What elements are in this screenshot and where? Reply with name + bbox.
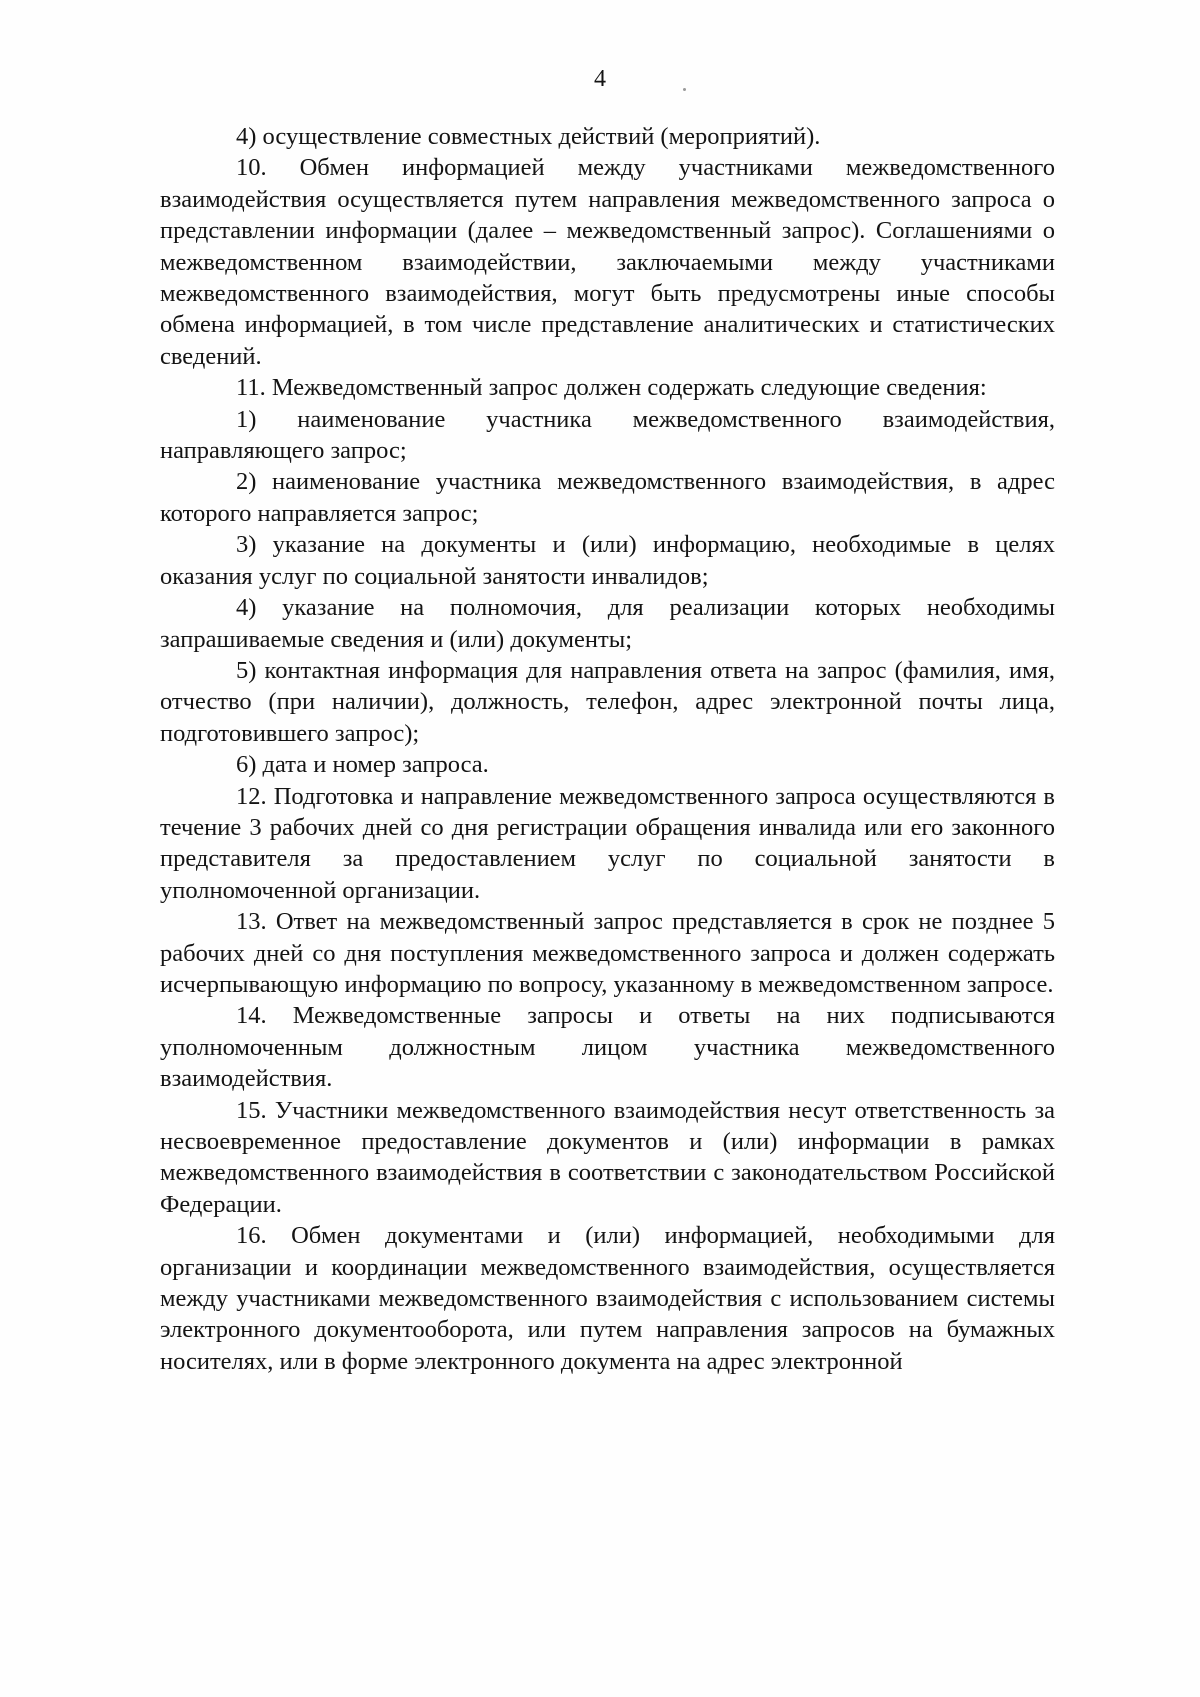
- paragraph-15-responsibility: 15. Участники межведомственного взаимодействия несут ответственность за несвоевременное предоставление документов и (или) информации в рамках межведомственного взаимодействия в соответствии с законодательством Российской Федерации.: [160, 1096, 1055, 1218]
- document-body: [160, 121, 1055, 1377]
- list-item-6-date-and-number: 6) дата и номер запроса.: [236, 751, 489, 779]
- paragraph-14-signing: 14. Межведомственные запросы и ответы на них подписываются уполномоченным должностным лицом участника межведомственного взаимодействия.: [160, 1002, 1055, 1093]
- list-item-2-recipient-name: 2) наименование участника межведомственного взаимодействия, в адрес которого направляется запрос;: [160, 468, 1055, 527]
- paragraph-16-document-exchange: 16. Обмен документами и (или) информацией, необходимыми для организации и координации межведомственного взаимодействия, осуществляется между участниками межведомственного взаимодействия с использованием системы электронного документооборота, или путем направления запросов на бумажных носителях, или в форме электронного документа на адрес электронной: [160, 1222, 1055, 1375]
- list-item-3-documents-indication: 3) указание на документы и (или) информацию, необходимые в целях оказания услуг по социальной занятости инвалидов;: [160, 531, 1055, 590]
- paragraph-item-4-joint-actions: 4) осуществление совместных действий (мероприятий).: [236, 123, 821, 150]
- paragraph-13-response-deadline: 13. Ответ на межведомственный запрос представляется в срок не позднее 5 рабочих дней со дня поступления межведомственного запроса и должен содержать исчерпывающую информацию по вопросу, указанному в межведомственном запросе.: [160, 908, 1055, 998]
- list-item-4-authority-indication: 4) указание на полномочия, для реализации которых необходимы запрашиваемые сведения и (или) документы;: [160, 594, 1055, 653]
- list-item-1-sender-name: 1) наименование участника межведомственного взаимодействия, направляющего запрос;: [160, 405, 1055, 465]
- paragraph-11-request-contents: 11. Межведомственный запрос должен содержать следующие сведения:: [236, 374, 987, 402]
- list-item-5-contact-information: 5) контактная информация для направления ответа на запрос (фамилия, имя, отчество (при наличии), должность, телефон, адрес электронной почты лица, подготовившего запрос);: [160, 656, 1055, 747]
- paragraph-12-request-preparation: 12. Подготовка и направление межведомственного запроса осуществляются в течение 3 рабочих дней со дня регистрации обращения инвалида или его законного представителя за предоставлением услуг по социальной занятости в уполномоченной организации.: [160, 782, 1055, 904]
- scan-speck: [683, 88, 686, 91]
- page-number: 4: [594, 66, 606, 92]
- paragraph-10-information-exchange: 10. Обмен информацией между участниками межведомственного взаимодействия осуществляется путем направления межведомственного запроса о представлении информации (далее – межведомственный запрос). Соглашениями о межведомственном взаимодействии, заключаемыми между участниками межведомственного взаимодействия, могут быть предусмотрены иные способы обмена информацией, в том числе представление аналитических и статистических сведений.: [160, 154, 1055, 370]
